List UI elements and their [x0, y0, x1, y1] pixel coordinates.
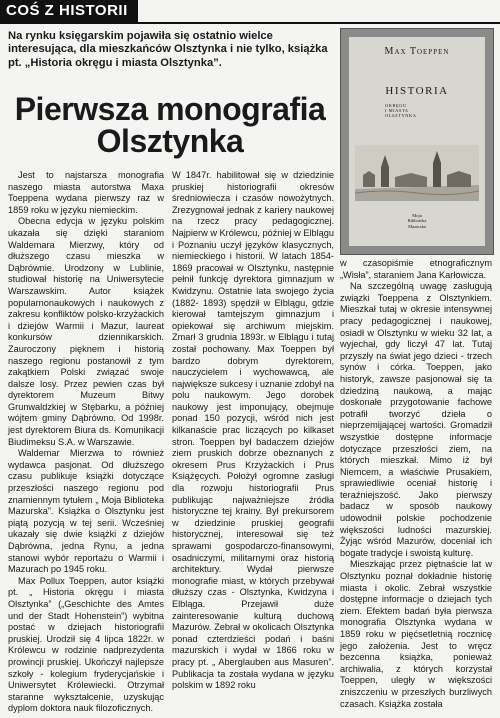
book-cover — [349, 37, 485, 246]
paragraph: Mieszkając przez piętnaście lat w Olsztynku poznał dokładnie historię miasta i okolic. Zebrał wszystkie dostępne informacje o dziejach tych ziem. Efektem badań była pierwsza monografia Olsztynka wydana w 1859 roku w pięćsetletnią rocznicę jego założenia. Jest to wręcz bezcenna książka, ponieważ archiwalia, z których korzystał Toeppen, uległy w większości zniszczeniu w przeszłych burzliwych czasach. Książka została — [340, 559, 492, 709]
article-headline: Pierwsza monografia Olsztynka — [14, 91, 326, 159]
section-banner — [0, 0, 500, 26]
cover-publisher-line: Mazurska — [408, 223, 426, 229]
cover-publisher-line: Moja — [412, 213, 422, 218]
paragraph: Max Pollux Toeppen, autor książki pt. „ Historia okręgu i miasta Olsztynka” („Geschichte des Amtes und der Stadt Hohenstein”) wybitna postać w dziejach historiografii pruskiej. Urodził się 4 lipca 1822r. w Królewcu w rodzinie nadprezydenta prowincji pruskiej. Ukończył najlepsze szkoły - kolegium fryderycjańskie i Uniwersytet Królewiecki. Otrzymał staranne wykształcenie, uzyskując dyplom doktora nauk filozoficznych. — [8, 575, 164, 714]
cover-publisher — [395, 213, 439, 229]
lead-paragraph: Na rynku księgarskim pojawiła się ostatnio wielce interesująca, dla mieszkańców Olsztynka i nie tylko, książka pt. „Historia okręgu i miasta Olsztynka”. — [8, 30, 328, 69]
town-engraving-image — [355, 145, 479, 201]
text-column-3 — [340, 258, 492, 710]
paragraph: Na szczególną uwagę zasługują związki Toeppena z Olsztynkiem. Mieszkał tutaj w okresie intensywnej pracy pedagogicznej i naukowej, osiadł w Olsztynku w wieku 32 lat, a wyjechał, gdy liczył 47 lat. Tutaj przyszły na świat jego dzieci - trzech synów i córka. Toeppen, jako historyk, zawsze pasjonował się ta dziedziną naukową, a mając doskonałe przygotowanie fachowe potrafił tworzyć dzieła o nieprzemijającej wartości. Gromadził wszystkie dostępne informacje dotyczące przeszłości ziem, na których mieszkał. Mimo iż był Niemcem, a właściwie Prusakiem, sprawiedliwie oceniał historię i teraźniejszość. Jako pierwszy badacz w sposób naukowy udowodnił polskie pochodzenie większości ludności mazurskiej. Żyjąc wśród Mazurów, doceniał ich bogate tradycje i swoistą kulturę. — [340, 281, 492, 558]
section-rule — [0, 22, 500, 24]
cover-subtitle-line: I MIASTA — [385, 108, 409, 113]
paragraph: Waldemar Mierzwa to również wydawca pasjonat. Od dłuższego czasu publikuje książki dotyczące przeszłości naszego regionu pod znamiennym tytułem „ Moja Biblioteka Mazurska”. Książka o Olsztynku jest piątą pozycją w tej serii. Wcześniej ukazały się dwie książki z dziejów Dąbrówna, jedna Rynu, a jedna stanowi wybór reportażu o Warmii i Mazurach po 1945 roku. — [8, 448, 164, 575]
paragraph: W 1847r. habilitował się w dziedzinie pruskiej historiografii okresów średniowiecza i czasów nowożytnych. Zrezygnował jednak z kariery naukowej na rzecz pracy pedagogicznej. Najpierw w Królewcu, później w Elblągu i Poznaniu uczył języków klasycznych, niemieckiego i historii. W latach 1854- 1869 pracował w Olsztynku, następnie pełnił funkcję dyrektora gimnazjum w Kwidzynu. Ostatnie lata swojego życia (1882- 1893) spędził w Elblągu, gdzie kierował tamtejszym gimnazjum i opiekował się archiwum miejskim. Zmarł 3 grudnia 1893r. w Elblągu i tutaj został pochowany. Max Toeppen był bardzo dobrym dyrektorem, nauczycielem i wychowawcą, ale największe sukcesy i uznanie zdobył na polu naukowym. Jego dorobek naukowy jest imponujący, obejmuje ponad 150 pozycji, wśród nich jest kilkanaście prac liczących po kilkaset stron. Toeppen był badaczem dziejów ziem pruskich dobrze obeznanych z okresem Prus Krzyżackich i Prus Książęcych. Położył ogromne zasługi dla rozwoju historiografii Prus publikując najważniejsze źródła historyczne tej krainy. Był prekursorem w dziedzinie pruskiej geografii historycznej, interesował się też sprawami gospodarczo-finansowymi, osadniczymi, militarnymi oraz historią architektury. Wydał pierwsze monografie miast, w których przebywał dłuższy czas - Olsztynka, Kwidzyna i Elbląga. Przejawił duże zainteresowanie kulturą duchową Mazurów. Zebrał w okolicach Olsztynka ponad czterdzieści podań i baśni mazurskich i wydał w 1866 roku w pracy pt. „ Aberglauben aus Masuren”. Publikacja ta została wydana w języku polskim w 1892 roku — [172, 170, 334, 691]
cover-author: Max Toeppen — [384, 46, 450, 57]
paragraph: Jest to najstarsza monografia naszego miasta autorstwa Maxa Toeppena wydana pierwszy raz w 1859 roku w języku niemieckim. — [8, 170, 164, 215]
text-column-1 — [8, 170, 164, 715]
text-column-2 — [172, 170, 334, 692]
cover-subtitle-line: OLSZTYNKA — [385, 113, 417, 118]
paragraph: Obecna edycja w języku polskim ukazała się dzięki staraniom Waldemara Mierzwy, który od dłuższego czasu mieszka w Dąbrównie. Urodzony w Lublinie, studiował historię na Uniwersytecie Warszawskim. Autor książek popularnonaukowych i naukowych z zakresu konfliktów polsko-krzyżackich i dziejów Warmii i Mazur, laureat konkursów dziennikarskich. Zauroczony pięknem i historią naszego regionu postanowił z tym zakątkiem Polski związać swoje dalsze losy. Przez pewien czas był dyrektorem Muzeum Bitwy Grunwaldzkiej w Stębarku, a później wójtem gminy Dąbrówno. Od 1998r. jest dyrektorem Biura ds. Komunikacji Biudimeksu S.A. w Warszawie. — [8, 216, 164, 447]
section-tag: COŚ Z HISTORII — [0, 0, 138, 22]
cover-title: HISTORIA — [385, 85, 449, 97]
cover-publisher-line: Biblioteka — [407, 218, 427, 224]
paragraph: w czasopiśmie etnograficznym „Wisła”, staraniem Jana Karłowicza. — [340, 258, 492, 280]
book-cover-photo — [340, 28, 494, 255]
cover-subtitle-line: OKRĘGU — [385, 103, 407, 108]
cover-subtitle — [385, 103, 475, 118]
